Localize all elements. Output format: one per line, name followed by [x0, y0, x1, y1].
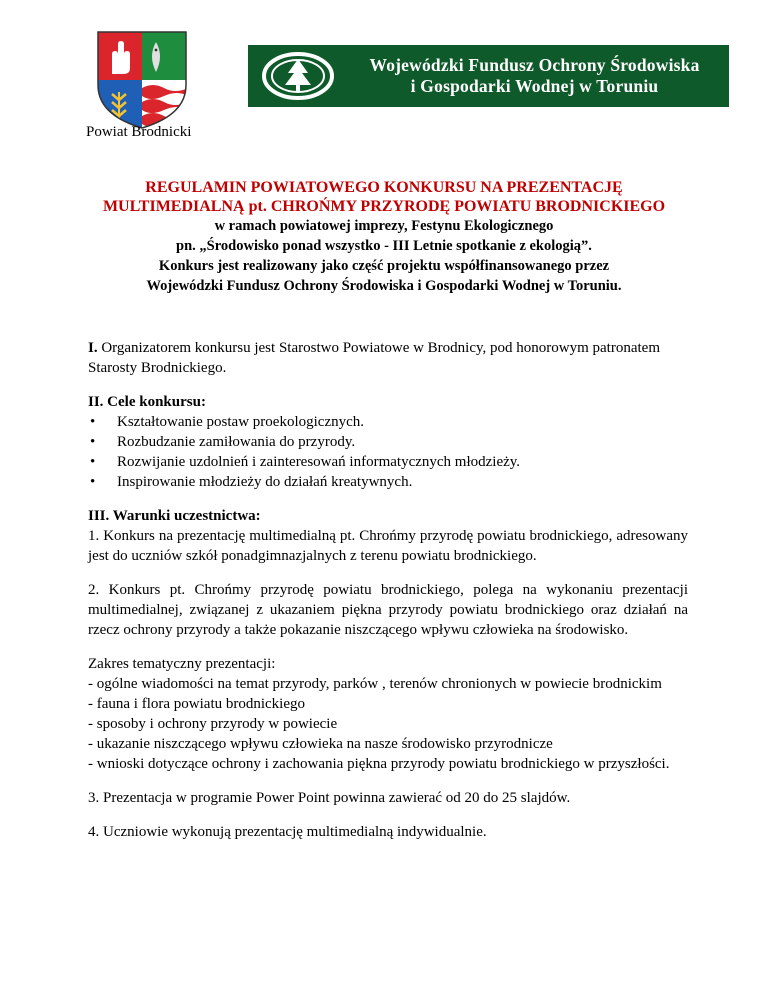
title-line2: MULTIMEDIALNĄ pt. CHROŃMY PRZYRODĘ POWIATU BRODNICKIEGO	[102, 198, 666, 215]
fund-name-line2: i Gospodarki Wodnej w Toruniu	[410, 76, 659, 96]
subtitle-line2: pn. „Środowisko ponad wszystko - III Letnie spotkanie z ekologią”.	[176, 238, 592, 254]
subtitle-line4: Wojewódzki Fundusz Ochrony Środowiska i Gospodarki Wodnej w Toruniu.	[146, 278, 622, 294]
condition-paragraph-2: 2. Konkurs pt. Chrońmy przyrodę powiatu brodnickiego, polega na wykonaniu prezentacji multimedialnej, związanej z ukazaniem piękna przyrody powiatu brodnickiego oraz działań na rzecz ochrony przyrody a także pokazanie niszczącego wpływu człowieka na środowisko.	[88, 582, 688, 638]
list-item: - fauna i flora powiatu brodnickiego	[88, 696, 306, 712]
title-block	[80, 178, 688, 296]
condition-paragraph-3: 3. Prezentacja w programie Power Point powinna zawierać od 20 do 25 slajdów.	[88, 790, 571, 806]
list-item: • Kształtowanie postaw proekologicznych.	[90, 414, 365, 430]
fund-banner	[248, 45, 729, 107]
list-item: - sposoby i ochrony przyrody w powiecie	[88, 716, 338, 732]
county-caption: Powiat Brodnicki	[86, 124, 192, 140]
list-item: - ukazanie niszczącego wpływu człowieka na nasze środowisko przyrodnicze	[88, 736, 553, 752]
fund-name	[348, 55, 729, 97]
condition-paragraph-4: 4. Uczniowie wykonują prezentację multimedialną indywidualnie.	[88, 824, 487, 840]
condition-paragraph-1: 1. Konkurs na prezentację multimedialną pt. Chrońmy przyrodę powiatu brodnickiego, adresowany jest do uczniów szkół ponadgimnazjalnych z terenu powiatu brodnickiego.	[88, 528, 688, 564]
fund-logo-icon	[248, 45, 348, 107]
section-goals-heading: II. Cele konkursu:	[88, 394, 206, 410]
scope-heading: Zakres tematyczny prezentacji:	[88, 656, 276, 672]
subtitle-line3: Konkurs jest realizowany jako część projektu współfinansowanego przez	[158, 258, 610, 274]
section-organizer	[88, 338, 688, 378]
list-item: • Rozbudzanie zamiłowania do przyrody.	[90, 434, 356, 450]
list-item: • Rozwijanie uzdolnień i zainteresowań informatycznych młodzieży.	[90, 454, 521, 470]
list-item: - ogólne wiadomości na temat przyrody, parków , terenów chronionych w powiecie brodnickim	[88, 676, 662, 692]
document-body	[88, 338, 688, 856]
section-conditions-heading: III. Warunki uczestnictwa:	[88, 508, 261, 524]
list-item: - wnioski dotyczące ochrony i zachowania piękna przyrody powiatu brodnickiego w przyszłości.	[88, 756, 670, 772]
section-number: I.	[88, 340, 98, 356]
subtitle-line1: w ramach powiatowej imprezy, Festynu Ekologicznego	[214, 218, 554, 234]
bullet-icon: •	[90, 434, 96, 450]
goals-list	[88, 412, 688, 492]
coat-of-arms-logo	[96, 30, 188, 130]
list-item: • Inspirowanie młodzieży do działań kreatywnych.	[90, 474, 413, 490]
section-text: Organizatorem konkursu jest Starostwo Powiatowe w Brodnicy, pod honorowym patronatem Starosty Brodnickiego.	[88, 340, 660, 376]
bullet-icon: •	[90, 414, 96, 430]
title-line1: REGULAMIN POWIATOWEGO KONKURSU NA PREZENTACJĘ	[145, 179, 623, 196]
bullet-icon: •	[90, 454, 96, 470]
fund-name-line1: Wojewódzki Fundusz Ochrony Środowiska	[369, 55, 700, 75]
bullet-icon: •	[90, 474, 96, 490]
